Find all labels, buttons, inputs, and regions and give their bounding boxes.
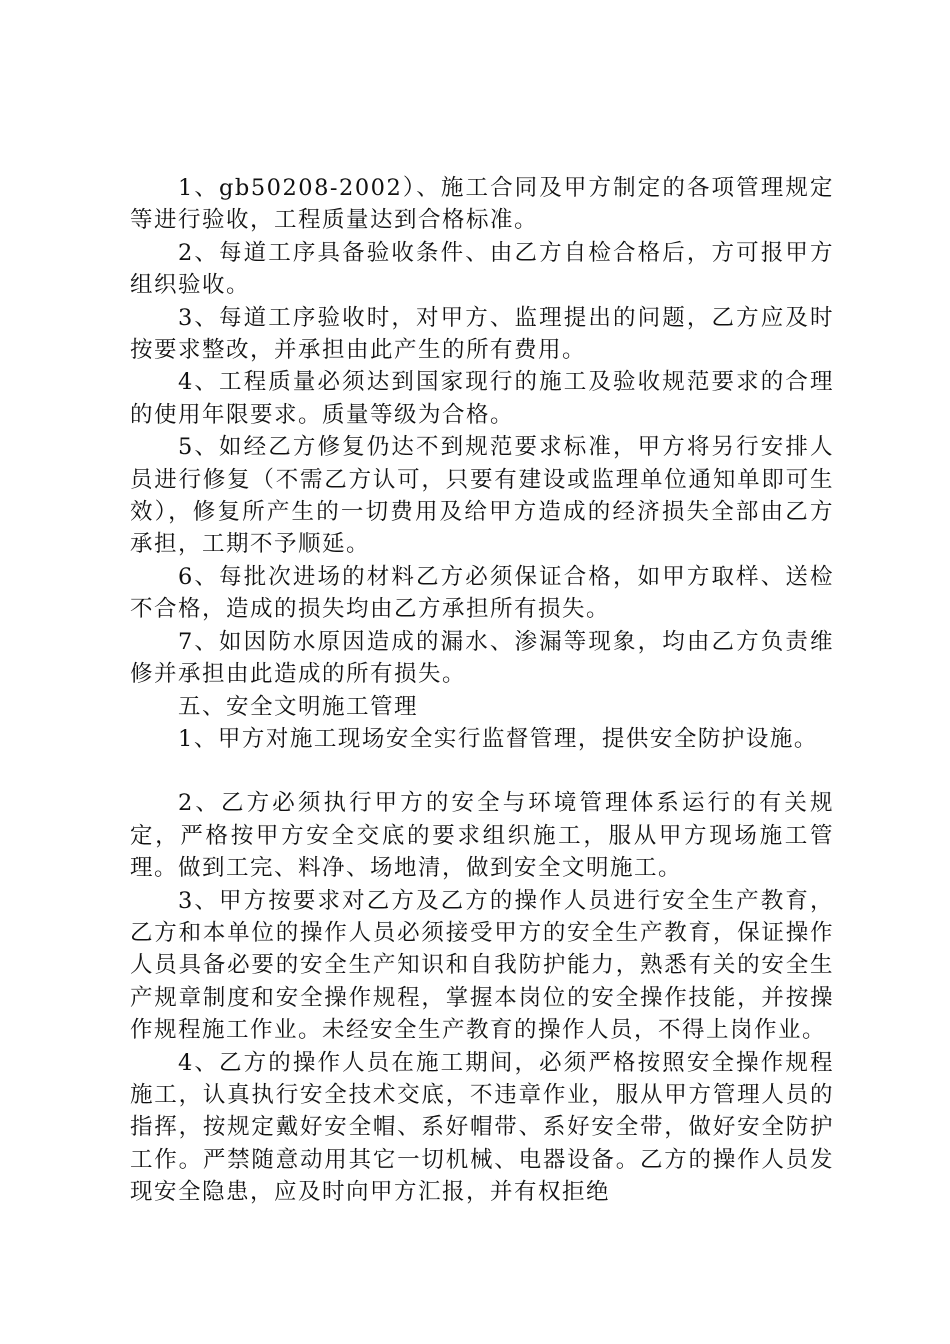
paragraph-item-4: 4、工程质量必须达到国家现行的施工及验收规范要求的合理的使用年限要求。质量等级为合格。 — [130, 369, 834, 428]
paragraph-item-6: 6、每批次进场的材料乙方必须保证合格，如甲方取样、送检不合格，造成的损失均由乙方承担所有损失。 — [130, 563, 834, 623]
section-item-4: 4、乙方的操作人员在施工期间，必须严格按照安全操作规程施工，认真执行安全技术交底，不违章作业，服从甲方管理人员的指挥，按规定戴好安全帽、系好帽带、系好安全带，做好安全防护工作。严禁随意动用其它一切机械、电器设备。乙方的操作人员发现安全隐患，应及时向甲方汇报，并有权拒绝 — [130, 1049, 834, 1206]
section-item-3: 3、甲方按要求对乙方及乙方的操作人员进行安全生产教育，乙方和本单位的操作人员必须接受甲方的安全生产教育，保证操作人员具备必要的安全生产知识和自我防护能力，熟悉有关的安全生产规章制度和安全操作规程，掌握本岗位的安全操作技能，并按操作规程施工作业。未经安全生产教育的操作人员，不得上岗作业。 — [130, 887, 834, 1044]
document-body — [130, 172, 834, 1209]
blank-line — [130, 755, 834, 787]
section-item-1: 1、甲方对施工现场安全实行监督管理，提供安全防护设施。 — [178, 725, 818, 752]
paragraph-item-3: 3、每道工序验收时，对甲方、监理提出的问题，乙方应及时按要求整改，并承担由此产生的所有费用。 — [130, 304, 834, 364]
section-heading: 五、安全文明施工管理 — [178, 693, 419, 720]
paragraph-item-2: 2、每道工序具备验收条件、由乙方自检合格后，方可报甲方组织验收。 — [130, 239, 834, 299]
section-item-2: 2、乙方必须执行甲方的安全与环境管理体系运行的有关规定，严格按甲方安全交底的要求组织施工，服从甲方现场施工管理。做到工完、料净、场地清，做到安全文明施工。 — [130, 790, 834, 882]
paragraph-item-7: 7、如因防水原因造成的漏水、渗漏等现象，均由乙方负责维修并承担由此造成的所有损失。 — [130, 628, 834, 688]
paragraph-item-5: 5、如经乙方修复仍达不到规范要求标准，甲方将另行安排人员进行修复（不需乙方认可，只要有建设或监理单位通知单即可生效），修复所产生的一切费用及给甲方造成的经济损失全部由乙方承担，工期不予顺延。 — [130, 434, 834, 558]
paragraph-item-1: 1、gb50208-2002）、施工合同及甲方制定的各项管理规定等进行验收，工程质量达到合格标准。 — [130, 175, 834, 234]
